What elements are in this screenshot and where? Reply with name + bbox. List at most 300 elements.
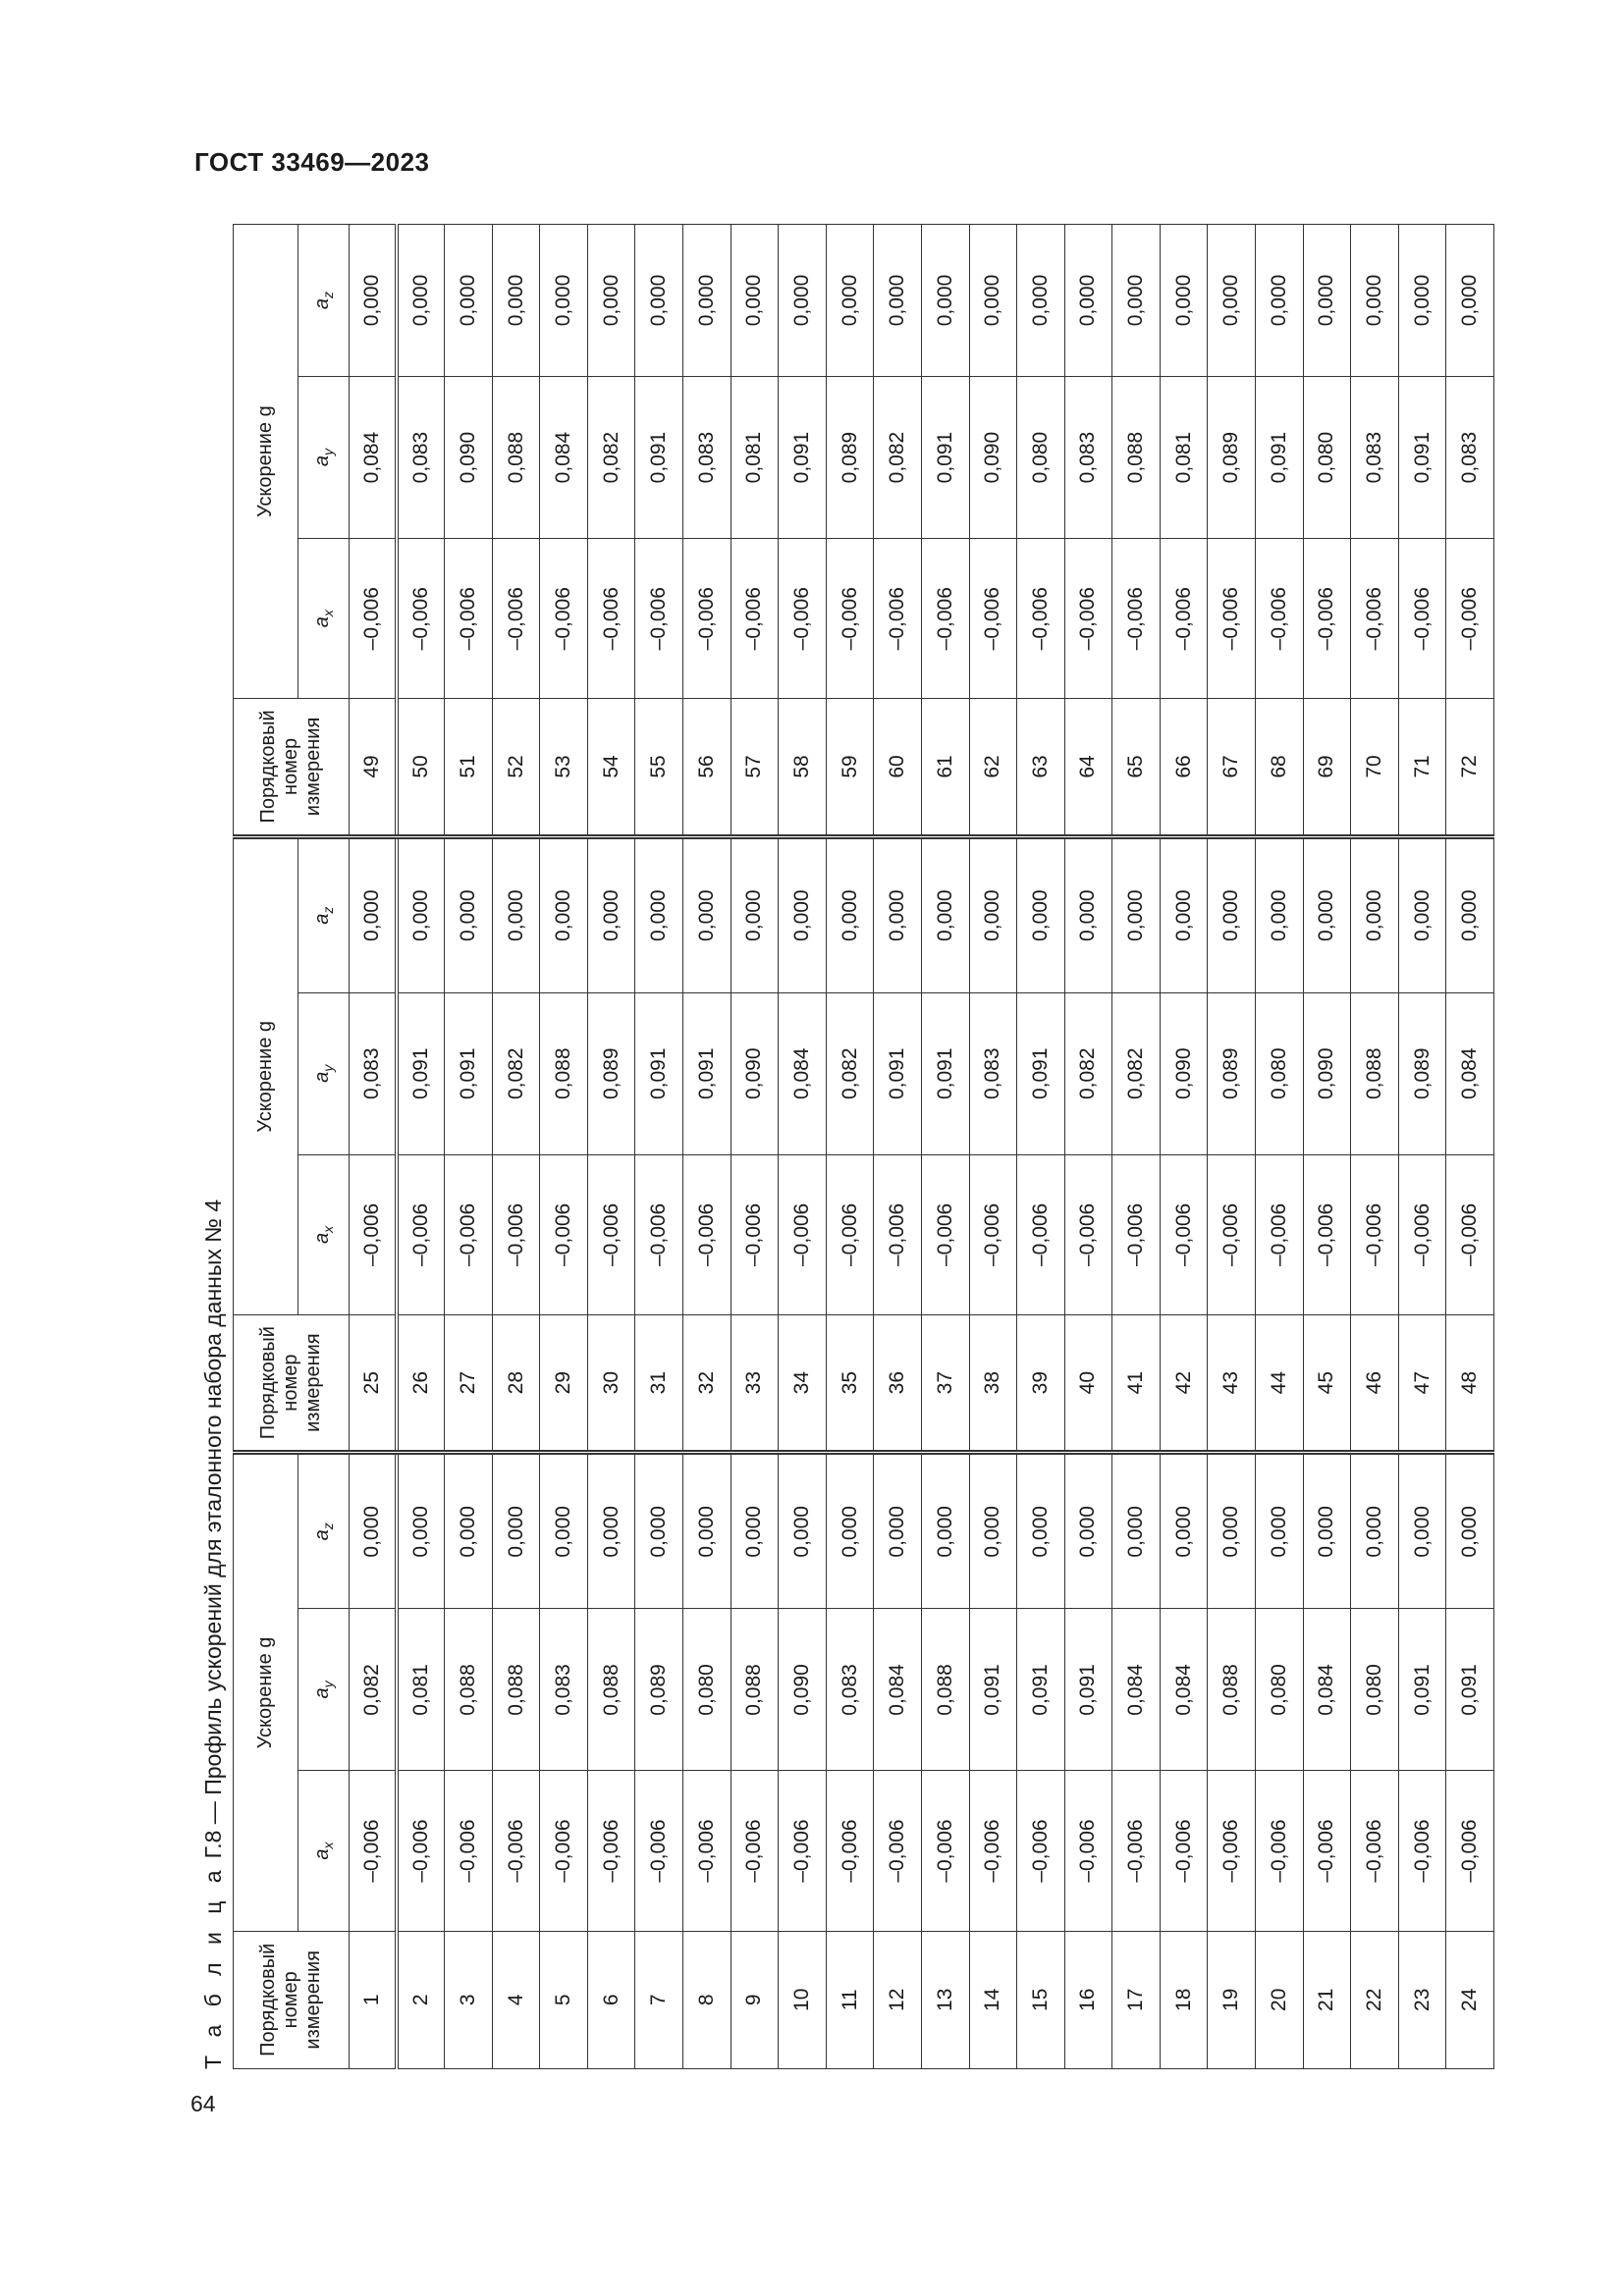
- ax-cell: –0,006: [1255, 1771, 1303, 1931]
- ay-cell: 0,080: [683, 1609, 731, 1771]
- ay-cell: 0,088: [540, 992, 588, 1154]
- index-cell: 65: [1112, 699, 1161, 836]
- ay-cell: 0,083: [1064, 376, 1112, 538]
- index-cell: 41: [1112, 1314, 1161, 1452]
- ax-cell: –0,006: [492, 1771, 540, 1931]
- index-cell: 32: [683, 1314, 731, 1452]
- az-cell: 0,000: [921, 225, 969, 377]
- index-cell: 62: [969, 699, 1017, 836]
- index-cell: 20: [1255, 1931, 1303, 2068]
- az-cell: 0,000: [445, 1453, 493, 1609]
- index-cell: 14: [969, 1931, 1017, 2068]
- index-cell: 2: [397, 1931, 445, 2068]
- ax-cell: –0,006: [1064, 539, 1112, 699]
- ay-cell: 0,090: [731, 992, 779, 1154]
- index-cell: 40: [1064, 1314, 1112, 1452]
- index-cell: 55: [635, 699, 683, 836]
- ax-cell: –0,006: [1017, 1771, 1065, 1931]
- az-cell: 0,000: [445, 225, 493, 377]
- ay-cell: 0,082: [587, 376, 635, 538]
- az-cell: 0,000: [492, 836, 540, 992]
- ax-cell: –0,006: [1208, 539, 1256, 699]
- ay-cell: 0,088: [1351, 992, 1399, 1154]
- ax-cell: –0,006: [1255, 539, 1303, 699]
- ax-cell: –0,006: [350, 1154, 398, 1314]
- index-cell: 63: [1017, 699, 1065, 836]
- az-cell: 0,000: [635, 836, 683, 992]
- az-cell: 0,000: [635, 1453, 683, 1609]
- ay-cell: 0,081: [1160, 376, 1208, 538]
- index-cell: 46: [1351, 1314, 1399, 1452]
- header-ay-2: $a_y$: [298, 992, 350, 1154]
- header-accel-3: Ускорение g: [234, 225, 298, 699]
- ax-cell: –0,006: [1160, 1154, 1208, 1314]
- az-cell: 0,000: [1303, 836, 1351, 992]
- ax-cell: –0,006: [969, 1771, 1017, 1931]
- ax-cell: –0,006: [969, 539, 1017, 699]
- az-cell: 0,000: [779, 225, 827, 377]
- ax-cell: –0,006: [969, 1154, 1017, 1314]
- ay-cell: 0,091: [1446, 1609, 1494, 1771]
- table-row: [1017, 225, 1065, 2069]
- index-cell: 4: [492, 1931, 540, 2068]
- index-cell: 26: [397, 1314, 445, 1452]
- ay-cell: 0,080: [1303, 376, 1351, 538]
- ay-cell: 0,091: [1255, 376, 1303, 538]
- header-az-2: $a_z$: [298, 836, 350, 992]
- az-cell: 0,000: [683, 836, 731, 992]
- ax-cell: –0,006: [826, 539, 874, 699]
- az-cell: 0,000: [874, 836, 922, 992]
- az-cell: 0,000: [1112, 1453, 1161, 1609]
- ax-cell: –0,006: [445, 1771, 493, 1931]
- index-cell: 39: [1017, 1314, 1065, 1452]
- az-cell: 0,000: [350, 1453, 398, 1609]
- table-body: [350, 225, 1494, 2069]
- ax-cell: –0,006: [635, 1154, 683, 1314]
- table-row: [1208, 225, 1256, 2069]
- ay-cell: 0,091: [921, 992, 969, 1154]
- index-cell: 30: [587, 1314, 635, 1452]
- ay-cell: 0,089: [1398, 992, 1446, 1154]
- ay-cell: 0,084: [779, 992, 827, 1154]
- ax-cell: –0,006: [1255, 1154, 1303, 1314]
- az-cell: 0,000: [587, 225, 635, 377]
- ay-cell: 0,088: [587, 1609, 635, 1771]
- ax-cell: –0,006: [1112, 1771, 1161, 1931]
- index-cell: 18: [1160, 1931, 1208, 2068]
- index-cell: 35: [826, 1314, 874, 1452]
- az-cell: 0,000: [874, 225, 922, 377]
- az-cell: 0,000: [540, 1453, 588, 1609]
- ax-cell: –0,006: [874, 539, 922, 699]
- index-cell: 6: [587, 1931, 635, 2068]
- az-cell: 0,000: [1112, 225, 1161, 377]
- index-cell: 24: [1446, 1931, 1494, 2068]
- az-cell: 0,000: [1255, 1453, 1303, 1609]
- table-row: [826, 225, 874, 2069]
- ax-cell: –0,006: [1351, 1771, 1399, 1931]
- index-cell: 17: [1112, 1931, 1161, 2068]
- index-cell: 25: [350, 1314, 398, 1452]
- index-cell: 51: [445, 699, 493, 836]
- index-cell: 71: [1398, 699, 1446, 836]
- ay-cell: 0,083: [350, 992, 398, 1154]
- az-cell: 0,000: [1255, 836, 1303, 992]
- table-row: [1398, 225, 1446, 2069]
- ay-cell: 0,088: [1112, 376, 1161, 538]
- az-cell: 0,000: [1303, 1453, 1351, 1609]
- index-cell: 28: [492, 1314, 540, 1452]
- header-index-2: Порядковый номер измерения: [234, 1314, 350, 1452]
- ay-cell: 0,091: [1398, 1609, 1446, 1771]
- index-cell: 42: [1160, 1314, 1208, 1452]
- ay-cell: 0,088: [492, 1609, 540, 1771]
- index-cell: 9: [731, 1931, 779, 2068]
- ax-cell: –0,006: [540, 539, 588, 699]
- az-cell: 0,000: [1255, 225, 1303, 377]
- index-cell: 22: [1351, 1931, 1399, 2068]
- table-caption-text: Г.8 — Профиль ускорений для эталонного набора данных № 4: [200, 1199, 226, 1859]
- az-cell: 0,000: [1064, 1453, 1112, 1609]
- ay-cell: 0,091: [779, 376, 827, 538]
- az-cell: 0,000: [397, 836, 445, 992]
- az-cell: 0,000: [492, 225, 540, 377]
- az-cell: 0,000: [397, 1453, 445, 1609]
- ay-cell: 0,090: [779, 1609, 827, 1771]
- az-cell: 0,000: [731, 1453, 779, 1609]
- index-cell: 3: [445, 1931, 493, 2068]
- standard-header: ГОСТ 33469—2023: [194, 147, 430, 177]
- table-row: [1064, 225, 1112, 2069]
- ax-cell: –0,006: [1208, 1154, 1256, 1314]
- az-cell: 0,000: [540, 836, 588, 992]
- az-cell: 0,000: [1398, 225, 1446, 377]
- ax-cell: –0,006: [731, 539, 779, 699]
- ay-cell: 0,080: [1255, 992, 1303, 1154]
- az-cell: 0,000: [1351, 1453, 1399, 1609]
- ax-cell: –0,006: [1351, 539, 1399, 699]
- ay-cell: 0,088: [492, 376, 540, 538]
- az-cell: 0,000: [350, 836, 398, 992]
- ay-cell: 0,091: [1017, 1609, 1065, 1771]
- index-cell: 8: [683, 1931, 731, 2068]
- ax-cell: –0,006: [350, 539, 398, 699]
- index-cell: 64: [1064, 699, 1112, 836]
- ay-cell: 0,089: [1208, 992, 1256, 1154]
- index-cell: 31: [635, 1314, 683, 1452]
- ax-cell: –0,006: [397, 539, 445, 699]
- index-cell: 48: [1446, 1314, 1494, 1452]
- table-label: Т а б л и ц а: [200, 1864, 226, 2069]
- header-accel-2: Ускорение g: [234, 836, 298, 1314]
- ay-cell: 0,082: [874, 376, 922, 538]
- ax-cell: –0,006: [1303, 1771, 1351, 1931]
- az-cell: 0,000: [1208, 836, 1256, 992]
- az-cell: 0,000: [731, 836, 779, 992]
- ax-cell: –0,006: [1064, 1154, 1112, 1314]
- az-cell: 0,000: [1351, 225, 1399, 377]
- ay-cell: 0,090: [1303, 992, 1351, 1154]
- az-cell: 0,000: [1017, 1453, 1065, 1609]
- ay-cell: 0,082: [1112, 992, 1161, 1154]
- index-cell: 66: [1160, 699, 1208, 836]
- az-cell: 0,000: [921, 1453, 969, 1609]
- ay-cell: 0,091: [445, 992, 493, 1154]
- header-ax-3: $a_x$: [298, 539, 350, 699]
- rotated-table-block: [193, 224, 1494, 2069]
- ay-cell: 0,088: [731, 1609, 779, 1771]
- table-row: [1303, 225, 1351, 2069]
- index-cell: 72: [1446, 699, 1494, 836]
- ay-cell: 0,091: [635, 992, 683, 1154]
- ay-cell: 0,090: [969, 376, 1017, 538]
- ay-cell: 0,091: [921, 376, 969, 538]
- table-row: [683, 225, 731, 2069]
- ax-cell: –0,006: [492, 1154, 540, 1314]
- index-cell: 61: [921, 699, 969, 836]
- index-cell: 70: [1351, 699, 1399, 836]
- index-cell: 27: [445, 1314, 493, 1452]
- az-cell: 0,000: [1160, 836, 1208, 992]
- az-cell: 0,000: [1112, 836, 1161, 992]
- table-row: [1351, 225, 1399, 2069]
- ay-cell: 0,090: [445, 376, 493, 538]
- ay-cell: 0,090: [1160, 992, 1208, 1154]
- index-cell: 36: [874, 1314, 922, 1452]
- index-cell: 7: [635, 1931, 683, 2068]
- ax-cell: –0,006: [683, 1154, 731, 1314]
- az-cell: 0,000: [1208, 1453, 1256, 1609]
- table-row: [492, 225, 540, 2069]
- header-accel-1: Ускорение g: [234, 1453, 298, 1931]
- ay-cell: 0,084: [874, 1609, 922, 1771]
- index-cell: 21: [1303, 1931, 1351, 2068]
- az-cell: 0,000: [1160, 225, 1208, 377]
- ax-cell: –0,006: [731, 1154, 779, 1314]
- ay-cell: 0,082: [1064, 992, 1112, 1154]
- ax-cell: –0,006: [1112, 1154, 1161, 1314]
- ax-cell: –0,006: [492, 539, 540, 699]
- az-cell: 0,000: [1398, 1453, 1446, 1609]
- ax-cell: –0,006: [921, 1771, 969, 1931]
- ax-cell: –0,006: [397, 1771, 445, 1931]
- ax-cell: –0,006: [540, 1771, 588, 1931]
- header-ax-1: $a_x$: [298, 1771, 350, 1931]
- ax-cell: –0,006: [1398, 1771, 1446, 1931]
- index-cell: 29: [540, 1314, 588, 1452]
- ax-cell: –0,006: [540, 1154, 588, 1314]
- index-cell: 53: [540, 699, 588, 836]
- ax-cell: –0,006: [1017, 539, 1065, 699]
- table-row: [350, 225, 398, 2069]
- header-ax-2: $a_x$: [298, 1154, 350, 1314]
- ay-cell: 0,083: [1446, 376, 1494, 538]
- az-cell: 0,000: [397, 225, 445, 377]
- az-cell: 0,000: [587, 836, 635, 992]
- table-row: [445, 225, 493, 2069]
- ay-cell: 0,091: [1017, 992, 1065, 1154]
- ay-cell: 0,091: [874, 992, 922, 1154]
- ax-cell: –0,006: [635, 1771, 683, 1931]
- index-cell: 11: [826, 1931, 874, 2068]
- header-az-3: $a_z$: [298, 225, 350, 377]
- az-cell: 0,000: [731, 225, 779, 377]
- table-row: [635, 225, 683, 2069]
- index-cell: 50: [397, 699, 445, 836]
- ay-cell: 0,091: [683, 992, 731, 1154]
- table-row: [587, 225, 635, 2069]
- table-row: [874, 225, 922, 2069]
- ay-cell: 0,084: [1303, 1609, 1351, 1771]
- ay-cell: 0,091: [1064, 1609, 1112, 1771]
- ay-cell: 0,083: [826, 1609, 874, 1771]
- index-cell: 38: [969, 1314, 1017, 1452]
- ax-cell: –0,006: [587, 1771, 635, 1931]
- ax-cell: –0,006: [1446, 539, 1494, 699]
- ax-cell: –0,006: [587, 539, 635, 699]
- ay-cell: 0,080: [1351, 1609, 1399, 1771]
- ax-cell: –0,006: [350, 1771, 398, 1931]
- table-row: [731, 225, 779, 2069]
- ax-cell: –0,006: [1208, 1771, 1256, 1931]
- ax-cell: –0,006: [921, 539, 969, 699]
- ax-cell: –0,006: [826, 1771, 874, 1931]
- az-cell: 0,000: [1398, 836, 1446, 992]
- ax-cell: –0,006: [779, 539, 827, 699]
- ax-cell: –0,006: [921, 1154, 969, 1314]
- index-cell: 13: [921, 1931, 969, 2068]
- header-ay-1: $a_y$: [298, 1609, 350, 1771]
- az-cell: 0,000: [1351, 836, 1399, 992]
- index-cell: 15: [1017, 1931, 1065, 2068]
- index-cell: 10: [779, 1931, 827, 2068]
- ax-cell: –0,006: [1303, 1154, 1351, 1314]
- header-index-3: Порядковый номер измерения: [234, 699, 350, 836]
- az-cell: 0,000: [445, 836, 493, 992]
- table-row: [1112, 225, 1161, 2069]
- ay-cell: 0,082: [492, 992, 540, 1154]
- index-cell: 56: [683, 699, 731, 836]
- ay-cell: 0,084: [350, 376, 398, 538]
- header-ay-3: $a_y$: [298, 376, 350, 538]
- ax-cell: –0,006: [1064, 1771, 1112, 1931]
- ax-cell: –0,006: [1017, 1154, 1065, 1314]
- az-cell: 0,000: [1017, 836, 1065, 992]
- az-cell: 0,000: [1017, 225, 1065, 377]
- ay-cell: 0,089: [587, 992, 635, 1154]
- ay-cell: 0,089: [635, 1609, 683, 1771]
- az-cell: 0,000: [1446, 1453, 1494, 1609]
- ay-cell: 0,083: [969, 992, 1017, 1154]
- index-cell: 1: [350, 1931, 398, 2068]
- ay-cell: 0,091: [397, 992, 445, 1154]
- ay-cell: 0,084: [1160, 1609, 1208, 1771]
- az-cell: 0,000: [350, 225, 398, 377]
- index-cell: 5: [540, 1931, 588, 2068]
- az-cell: 0,000: [587, 1453, 635, 1609]
- az-cell: 0,000: [779, 1453, 827, 1609]
- az-cell: 0,000: [1064, 225, 1112, 377]
- ay-cell: 0,089: [1208, 376, 1256, 538]
- az-cell: 0,000: [779, 836, 827, 992]
- ay-cell: 0,082: [826, 992, 874, 1154]
- az-cell: 0,000: [826, 1453, 874, 1609]
- table-row: [779, 225, 827, 2069]
- az-cell: 0,000: [921, 836, 969, 992]
- ay-cell: 0,088: [445, 1609, 493, 1771]
- ay-cell: 0,083: [540, 1609, 588, 1771]
- index-cell: 33: [731, 1314, 779, 1452]
- index-cell: 23: [1398, 1931, 1446, 2068]
- az-cell: 0,000: [826, 225, 874, 377]
- ax-cell: –0,006: [635, 539, 683, 699]
- az-cell: 0,000: [635, 225, 683, 377]
- ay-cell: 0,089: [826, 376, 874, 538]
- index-cell: 19: [1208, 1931, 1256, 2068]
- index-cell: 57: [731, 699, 779, 836]
- ax-cell: –0,006: [1398, 539, 1446, 699]
- ax-cell: –0,006: [1160, 539, 1208, 699]
- index-cell: 58: [779, 699, 827, 836]
- ay-cell: 0,091: [1398, 376, 1446, 538]
- ax-cell: –0,006: [1112, 539, 1161, 699]
- az-cell: 0,000: [1303, 225, 1351, 377]
- az-cell: 0,000: [1208, 225, 1256, 377]
- az-cell: 0,000: [969, 1453, 1017, 1609]
- ay-cell: 0,083: [1351, 376, 1399, 538]
- ay-cell: 0,091: [969, 1609, 1017, 1771]
- ax-cell: –0,006: [445, 1154, 493, 1314]
- ax-cell: –0,006: [1446, 1154, 1494, 1314]
- ax-cell: –0,006: [445, 539, 493, 699]
- ax-cell: –0,006: [1398, 1154, 1446, 1314]
- ax-cell: –0,006: [587, 1154, 635, 1314]
- ay-cell: 0,084: [540, 376, 588, 538]
- index-cell: 47: [1398, 1314, 1446, 1452]
- index-cell: 45: [1303, 1314, 1351, 1452]
- ax-cell: –0,006: [397, 1154, 445, 1314]
- page-number: 64: [190, 2091, 216, 2116]
- az-cell: 0,000: [1064, 836, 1112, 992]
- index-cell: 12: [874, 1931, 922, 2068]
- ax-cell: –0,006: [826, 1154, 874, 1314]
- index-cell: 67: [1208, 699, 1256, 836]
- ax-cell: –0,006: [874, 1154, 922, 1314]
- ay-cell: 0,081: [731, 376, 779, 538]
- ay-cell: 0,083: [397, 376, 445, 538]
- az-cell: 0,000: [1446, 225, 1494, 377]
- index-cell: 34: [779, 1314, 827, 1452]
- az-cell: 0,000: [826, 836, 874, 992]
- az-cell: 0,000: [874, 1453, 922, 1609]
- index-cell: 37: [921, 1314, 969, 1452]
- table-row: [540, 225, 588, 2069]
- table-row: [1255, 225, 1303, 2069]
- table-row: [1160, 225, 1208, 2069]
- az-cell: 0,000: [969, 225, 1017, 377]
- header-az-1: $a_z$: [298, 1453, 350, 1609]
- ax-cell: –0,006: [683, 1771, 731, 1931]
- index-cell: 44: [1255, 1314, 1303, 1452]
- ay-cell: 0,082: [350, 1609, 398, 1771]
- table-caption: [193, 1200, 233, 2069]
- table-row: [969, 225, 1017, 2069]
- table-row: [921, 225, 969, 2069]
- ay-cell: 0,088: [921, 1609, 969, 1771]
- ax-cell: –0,006: [874, 1771, 922, 1931]
- index-cell: 54: [587, 699, 635, 836]
